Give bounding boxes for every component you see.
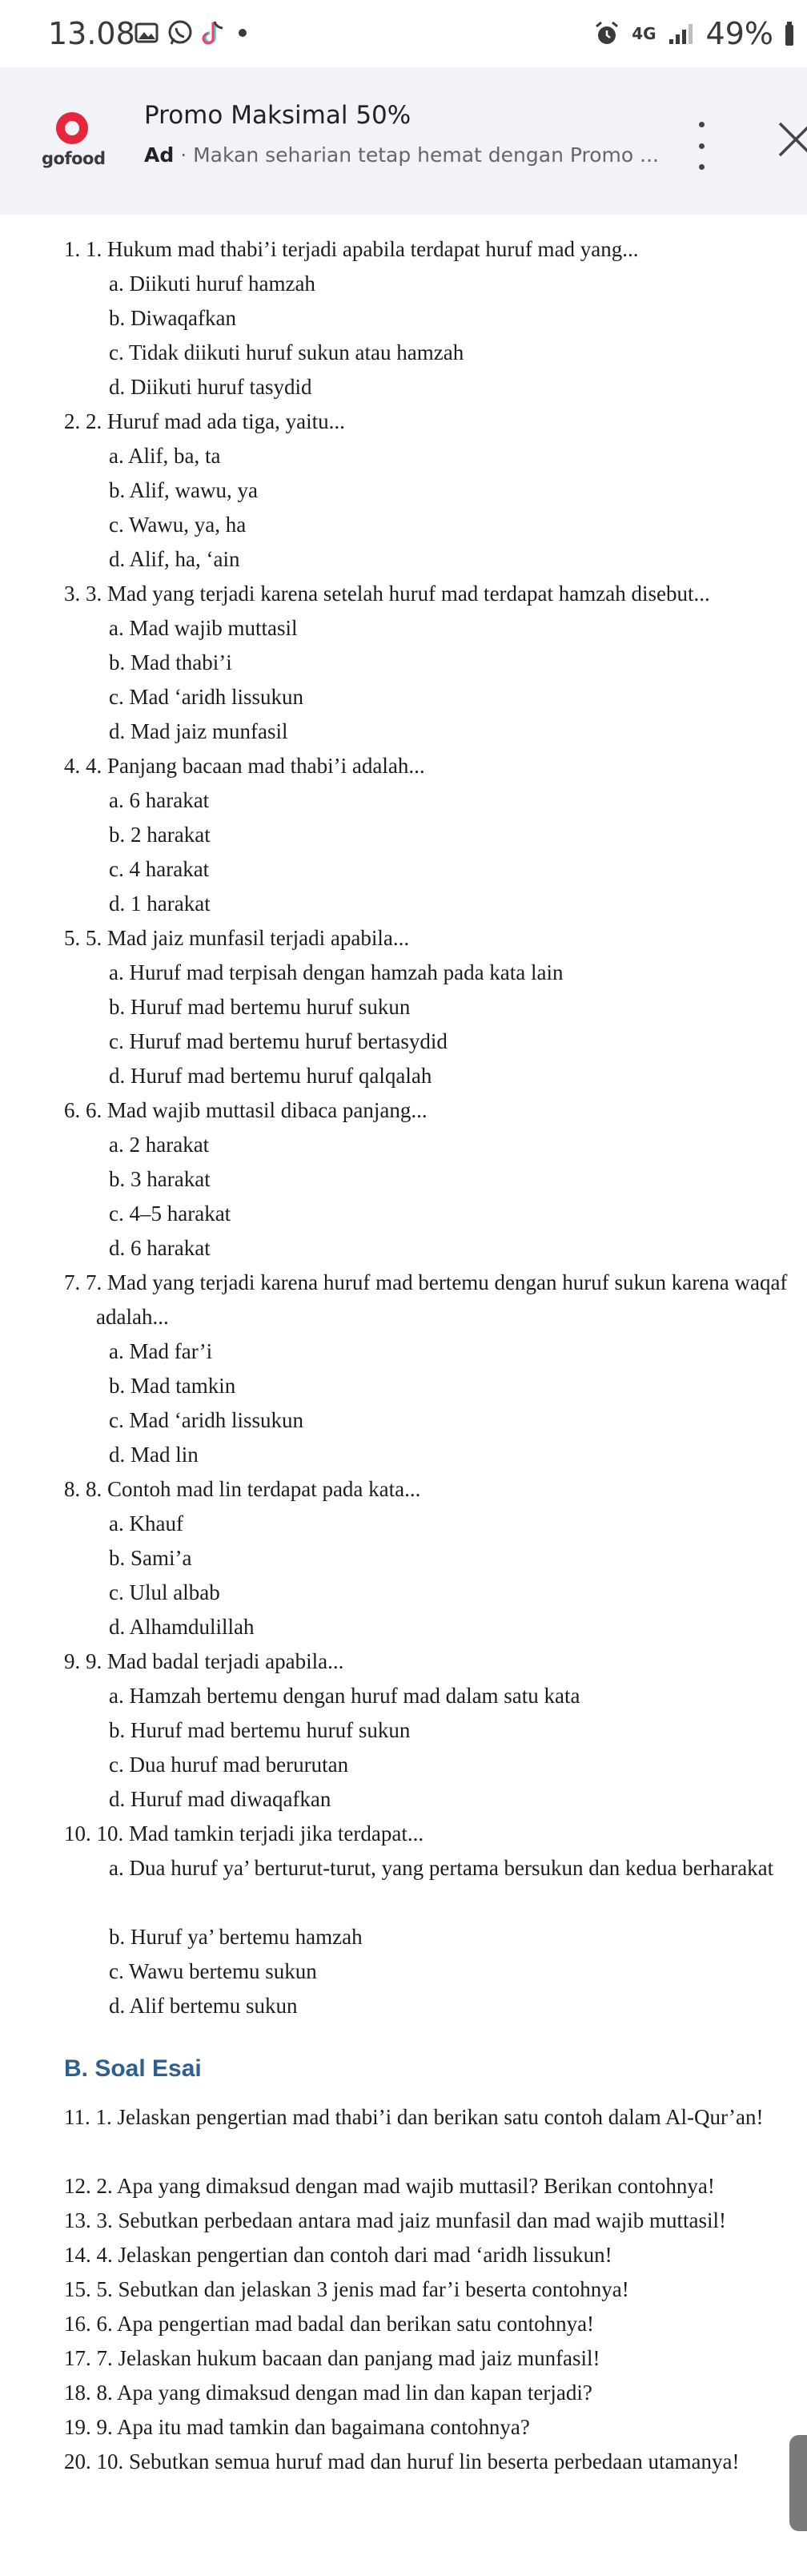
option-5-d: d. Huruf mad bertemu huruf qalqalah (109, 1064, 432, 1088)
option-2-d: d. Alif, ha, ‘ain (109, 547, 240, 571)
question-7: 7. 7. Mad yang terjadi karena huruf mad bertemu dengan huruf sukun karena waqaf adalah... (64, 1270, 788, 1329)
ad-banner[interactable] (0, 67, 807, 215)
ad-brand: gofood (42, 149, 106, 168)
question-2: 2. 2. Huruf mad ada tiga, yaitu... (64, 409, 345, 433)
status-bar (0, 0, 807, 67)
option-9-c: c. Dua huruf mad berurutan (109, 1753, 349, 1777)
option-8-b: b. Sami’a (109, 1546, 192, 1570)
option-1-c: c. Tidak diikuti huruf sukun atau hamzah (109, 340, 464, 364)
option-4-a: a. 6 harakat (109, 788, 210, 812)
essay-question-6: 16. 6. Apa pengertian mad badal dan berikan satu contohnya! (64, 2312, 595, 2336)
gallery-icon (134, 21, 159, 45)
gofood-logo (42, 112, 106, 168)
option-4-c: c. 4 harakat (109, 857, 210, 881)
option-10-a: a. Dua huruf ya’ berturut-turut, yang pertama bersukun dan kedua berharakat (109, 1856, 774, 1880)
network-type: 4G (632, 24, 656, 43)
option-2-c: c. Wawu, ya, ha (109, 513, 247, 537)
option-2-b: b. Alif, wawu, ya (109, 478, 258, 502)
option-6-b: b. 3 harakat (109, 1167, 211, 1191)
option-7-c: c. Mad ‘aridh lissukun (109, 1408, 303, 1432)
status-right (593, 16, 794, 51)
essay-title: B. Soal Esai (64, 2055, 202, 2082)
essay-question-3: 13. 3. Sebutkan perbedaan antara mad jaiz munfasil dan mad wajib muttasil! (64, 2208, 726, 2232)
tiktok-icon (202, 19, 226, 46)
signal-icon (668, 22, 695, 46)
ad-close-icon[interactable] (775, 119, 807, 160)
question-10: 10. 10. Mad tamkin terjadi jika terdapat... (64, 1821, 424, 1845)
essay-question-9: 19. 9. Apa itu mad tamkin dan bagaimana contohnya? (64, 2415, 530, 2439)
option-5-a: a. Huruf mad terpisah dengan hamzah pada kata lain (109, 960, 564, 984)
option-4-d: d. 1 harakat (109, 892, 211, 916)
option-8-a: a. Khauf (109, 1511, 183, 1536)
option-1-d: d. Diikuti huruf tasydid (109, 375, 312, 399)
option-1-a: a. Diikuti huruf hamzah (109, 272, 315, 296)
essay-question-1: 11. 1. Jelaskan pengertian mad thabi’i dan berikan satu contoh dalam Al-Qur’an! (64, 2105, 764, 2129)
scrollbar-handle[interactable] (789, 2435, 807, 2531)
option-10-d: d. Alif bertemu sukun (109, 1994, 298, 2018)
option-3-c: c. Mad ‘aridh lissukun (109, 685, 303, 709)
option-3-d: d. Mad jaiz munfasil (109, 719, 288, 743)
whatsapp-icon (167, 19, 194, 46)
option-6-c: c. 4–5 harakat (109, 1201, 231, 1226)
option-9-a: a. Hamzah bertemu dengan huruf mad dalam satu kata (109, 1684, 580, 1708)
question-6: 6. 6. Mad wajib muttasil dibaca panjang... (64, 1098, 428, 1122)
option-1-b: b. Diwaqafkan (109, 306, 236, 330)
essay-question-7: 17. 7. Jelaskan hukum bacaan dan panjang mad jaiz munfasil! (64, 2346, 600, 2370)
status-time: 13.08 (48, 16, 135, 51)
battery-icon (785, 20, 794, 47)
option-10-b: b. Huruf ya’ bertemu hamzah (109, 1925, 363, 1949)
battery-percent: 49% (705, 16, 773, 51)
question-1: 1. 1. Hukum mad thabi’i terjadi apabila terdapat huruf mad yang... (64, 237, 639, 261)
dot-icon (234, 24, 251, 42)
option-7-a: a. Mad far’i (109, 1339, 213, 1363)
ad-text: Makan seharian tetap hemat dengan Promo ... (193, 143, 659, 167)
essay-question-8: 18. 8. Apa yang dimaksud dengan mad lin dan kapan terjadi? (64, 2381, 592, 2405)
option-4-b: b. 2 harakat (109, 823, 211, 847)
option-7-d: d. Mad lin (109, 1443, 199, 1467)
option-5-c: c. Huruf mad bertemu huruf bertasydid (109, 1029, 448, 1053)
ad-subtitle: Ad · Makan seharian tetap hemat dengan Promo ... (144, 143, 659, 167)
option-2-a: a. Alif, ba, ta (109, 444, 221, 468)
option-10-c: c. Wawu bertemu sukun (109, 1959, 317, 1983)
alarm-icon (593, 20, 620, 47)
option-9-d: d. Huruf mad diwaqafkan (109, 1787, 331, 1811)
option-6-a: a. 2 harakat (109, 1133, 210, 1157)
option-8-d: d. Alhamdulillah (109, 1615, 255, 1639)
ad-title: Promo Maksimal 50% (144, 101, 412, 130)
option-3-b: b. Mad thabi’i (109, 650, 232, 674)
essay-question-10: 20. 10. Sebutkan semua huruf mad dan huruf lin beserta perbedaan utamanya! (64, 2449, 740, 2473)
option-6-d: d. 6 harakat (109, 1236, 211, 1260)
option-8-c: c. Ulul albab (109, 1580, 220, 1604)
notification-icons (134, 19, 251, 46)
option-9-b: b. Huruf mad bertemu huruf sukun (109, 1718, 411, 1742)
question-8: 8. 8. Contoh mad lin terdapat pada kata... (64, 1477, 421, 1501)
option-7-b: b. Mad tamkin (109, 1374, 236, 1398)
ad-more-options-icon[interactable] (695, 122, 708, 170)
question-9: 9. 9. Mad badal terjadi apabila... (64, 1649, 344, 1673)
question-4: 4. 4. Panjang bacaan mad thabi’i adalah... (64, 754, 425, 778)
gofood-logo-icon (56, 112, 88, 144)
option-3-a: a. Mad wajib muttasil (109, 616, 298, 640)
option-5-b: b. Huruf mad bertemu huruf sukun (109, 995, 411, 1019)
essay-question-4: 14. 4. Jelaskan pengertian dan contoh dari mad ‘aridh lissukun! (64, 2243, 612, 2267)
question-3: 3. 3. Mad yang terjadi karena setelah huruf mad terdapat hamzah disebut... (64, 582, 710, 606)
essay-question-2: 12. 2. Apa yang dimaksud dengan mad wajib muttasil? Berikan contohnya! (64, 2174, 715, 2198)
ad-label: Ad (144, 143, 175, 167)
question-5: 5. 5. Mad jaiz munfasil terjadi apabila... (64, 926, 410, 950)
essay-question-5: 15. 5. Sebutkan dan jelaskan 3 jenis mad far’i beserta contohnya! (64, 2277, 629, 2301)
